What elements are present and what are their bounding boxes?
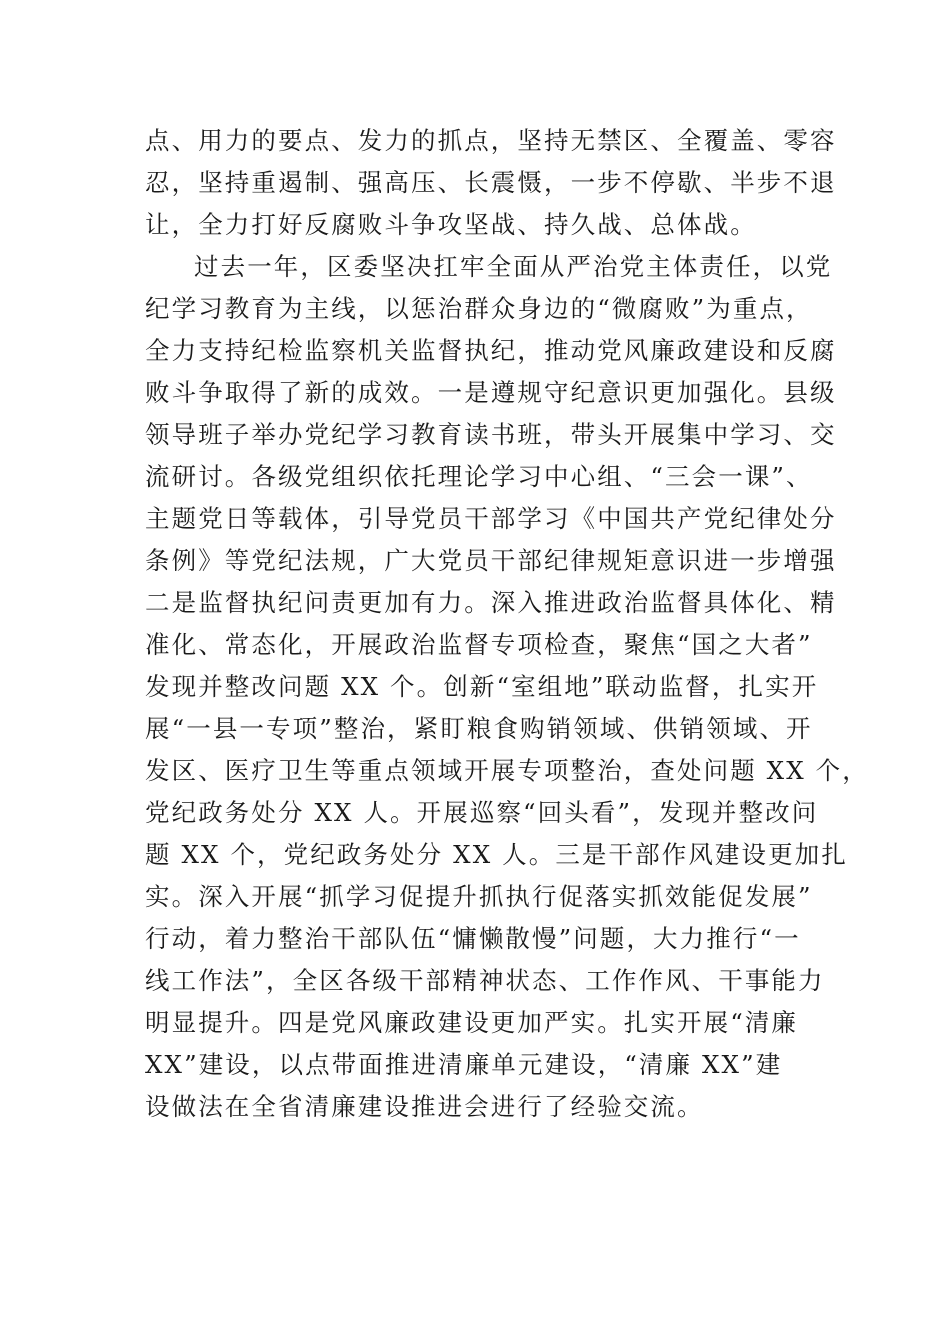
text-line: 展“一县一专项”整治，紧盯粮食购销领域、供销领域、开	[145, 714, 813, 743]
text-line: 流研讨。各级党组织依托理论学习中心组、“三会一课”、	[145, 462, 813, 491]
text-line: 准化、常态化，开展政治监督专项检查，聚焦“国之大者”	[145, 630, 813, 659]
text-line: 题 XX 个，党纪政务处分 XX 人。三是干部作风建设更加扎	[145, 840, 848, 869]
text-line: 过去一年，区委坚决扛牢全面从严治党主体责任，以党	[194, 252, 833, 281]
text-line: 条例》等党纪法规，广大党员干部纪律规矩意识进一步增强	[145, 546, 837, 575]
body-text	[145, 120, 869, 1128]
text-line: 让，全力打好反腐败斗争攻坚战、持久战、总体战。	[145, 210, 757, 239]
text-line: 主题党日等载体，引导党员干部学习《中国共产党纪律处分	[145, 504, 837, 533]
text-line: 发现并整改问题 XX 个。创新“室组地”联动监督，扎实开	[145, 672, 819, 701]
text-line: 线工作法”，全区各级干部精神状态、工作作风、干事能力	[145, 966, 825, 995]
text-line: 忍，坚持重遏制、强高压、长震慑，一步不停歇、半步不退	[145, 168, 837, 197]
text-line: 设做法在全省清廉建设推进会进行了经验交流。	[145, 1092, 704, 1121]
paragraph-1	[145, 120, 845, 246]
text-line: 纪学习教育为主线，以惩治群众身边的“微腐败”为重点，	[145, 294, 813, 323]
text-line: 实。深入开展“抓学习促提升抓执行促落实抓效能促发展”	[145, 882, 813, 911]
text-line: 行动，着力整治干部队伍“慵懒散慢”问题，大力推行“一	[145, 924, 801, 953]
paragraph-2	[145, 246, 869, 1128]
text-line: 二是监督执纪问责更加有力。深入推进政治监督具体化、精	[145, 588, 837, 617]
text-line: 明显提升。四是党风廉政建设更加严实。扎实开展“清廉	[145, 1008, 799, 1037]
text-line: XX”建设，以点带面推进清廉单元建设，“清廉 XX”建	[145, 1050, 783, 1079]
text-line: 党纪政务处分 XX 人。开展巡察“回头看”，发现并整改问	[145, 798, 819, 827]
text-line: 领导班子举办党纪学习教育读书班，带头开展集中学习、交	[145, 420, 837, 449]
text-line: 发区、医疗卫生等重点领域开展专项整治，查处问题 XX 个，	[145, 756, 869, 785]
text-line: 全力支持纪检监察机关监督执纪，推动党风廉政建设和反腐	[145, 336, 837, 365]
text-line: 点、用力的要点、发力的抓点，坚持无禁区、全覆盖、零容	[145, 126, 837, 155]
text-line: 败斗争取得了新的成效。一是遵规守纪意识更加强化。县级	[145, 378, 837, 407]
